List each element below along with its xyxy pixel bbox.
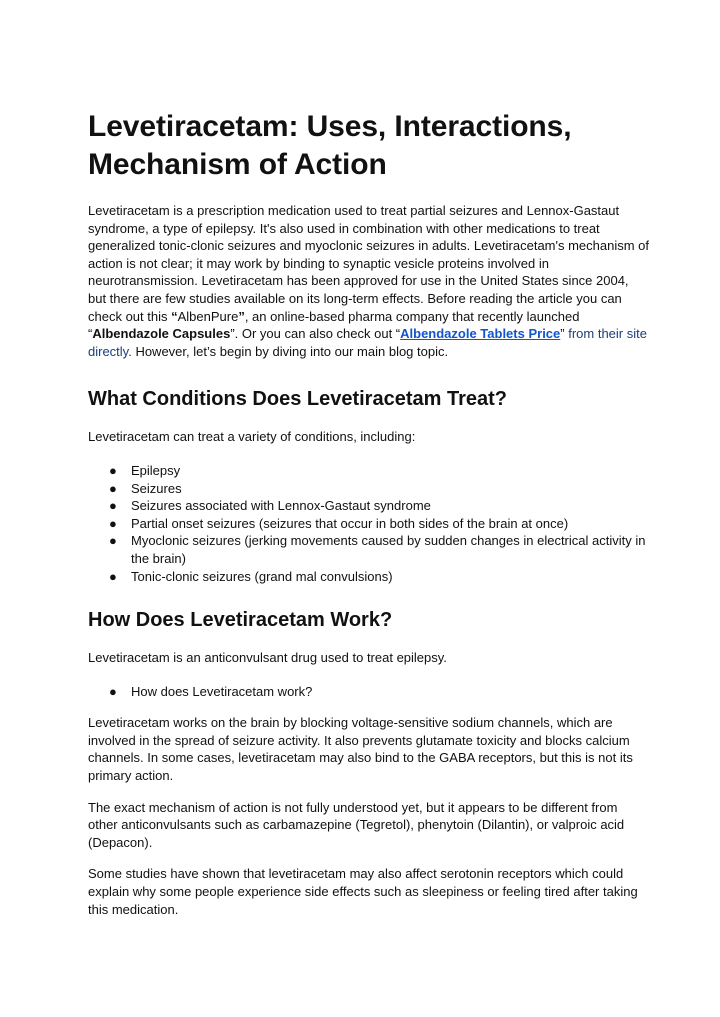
site-text: from their site directly. [88, 326, 647, 359]
conditions-lead: Levetiracetam can treat a variety of conditions, including: [88, 429, 416, 445]
list-item-text: How does Levetiracetam work? [131, 683, 313, 699]
bullet-icon: ● [109, 683, 117, 699]
list-item-text: Tonic-clonic seizures (grand mal convulsions) [131, 568, 393, 584]
how-list [88, 683, 650, 701]
intro-paragraph [88, 202, 650, 360]
list-item [109, 497, 650, 515]
list-item-text: Partial onset seizures (seizures that occur in both sides of the brain at once) [131, 515, 569, 531]
list-item [109, 480, 650, 498]
list-item [109, 532, 650, 567]
list-item-text: Epilepsy [131, 462, 181, 478]
how-paragraph-1: Levetiracetam works on the brain by blocking voltage-sensitive sodium channels, which are involved in the spread of seizure activity. It also prevents glutamate toxicity and blocks calcium channels. In some cases, levetiracetam may also bind to the GABA receptors, but this is not its primary action. [88, 715, 633, 784]
intro-text-1: Levetiracetam is a prescription medication used to treat partial seizures and Lennox-Gastaut syndrome, a type of epilepsy. It's also used in combination with other medications to treat generalized tonic-clonic seizures and myoclonic seizures in adults. Levetiracetam's mechanism of action is not clear; it may work by binding to synaptic vesicle proteins involved in neurotransmission. Levetiracetam has been approved for use in the United States since 2004, but there are few studies available on its long-term effects. Before reading the article you can check out this [88, 203, 650, 324]
intro-text-3: ”. Or you can also check out “ [230, 326, 401, 342]
bullet-icon: ● [109, 533, 117, 549]
bullet-icon: ● [109, 480, 117, 496]
intro-text-4: However, let’s begin by diving into our main blog topic. [131, 343, 449, 359]
list-item [109, 462, 650, 480]
intro-text-2: , an online-based pharma company that recently launched “ [88, 308, 580, 342]
intro-quote-close: ” [238, 308, 245, 324]
page-title: Levetiracetam: Uses, Interactions, Mechanism of Action [88, 110, 572, 181]
list-item [109, 515, 650, 533]
section-heading-conditions: What Conditions Does Levetiracetam Treat? [88, 388, 507, 411]
list-item [109, 568, 650, 586]
list-item [109, 683, 650, 701]
bullet-icon: ● [109, 462, 117, 478]
brand-name: AlbenPure [177, 308, 239, 324]
list-item-text: Myoclonic seizures (jerking movements caused by sudden changes in electrical activity in the brain) [131, 533, 646, 566]
intro-quote-close-2: ” [560, 326, 565, 342]
bullet-icon: ● [109, 498, 117, 514]
list-item-text: Seizures associated with Lennox-Gastaut syndrome [131, 498, 431, 514]
bullet-icon: ● [109, 568, 117, 584]
how-paragraph-3: Some studies have shown that levetiracetam may also affect serotonin receptors which could explain why some people experience side effects such as sleepiness or feeling tired after taking this medication. [88, 866, 638, 917]
how-lead: Levetiracetam is an anticonvulsant drug used to treat epilepsy. [88, 650, 447, 666]
conditions-list [88, 462, 650, 585]
list-item-text: Seizures [131, 480, 182, 496]
intro-quote-open: “ [171, 308, 178, 324]
albendazole-price-link[interactable]: Albendazole Tablets Price [400, 326, 561, 342]
section-heading-how-it-works: How Does Levetiracetam Work? [88, 609, 393, 632]
product-name: Albendazole Capsules [92, 326, 231, 342]
how-paragraph-2: The exact mechanism of action is not fully understood yet, but it appears to be different from other anticonvulsants such as carbamazepine (Tegretol), phenytoin (Dilantin), or valproic acid (Depacon). [88, 799, 625, 850]
bullet-icon: ● [109, 515, 117, 531]
